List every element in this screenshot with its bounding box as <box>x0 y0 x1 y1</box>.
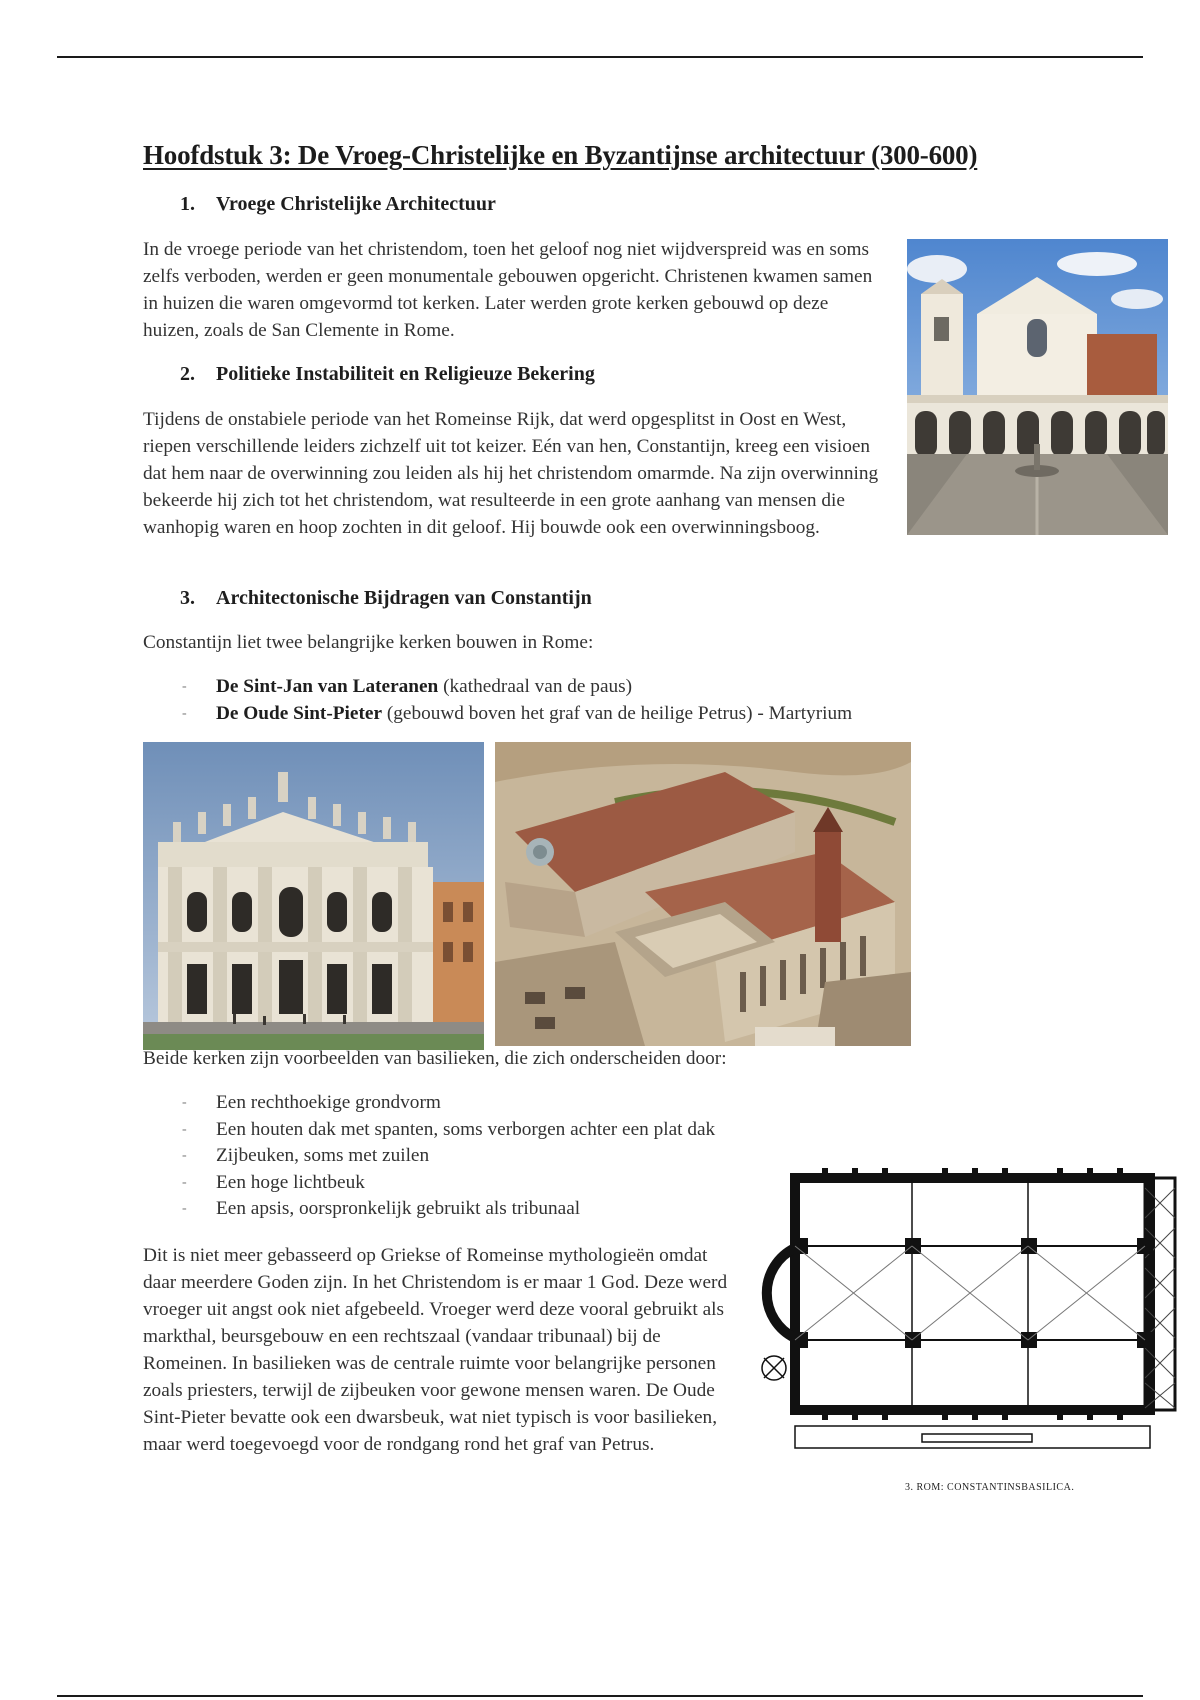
feature-text: Zijbeuken, soms met zuilen <box>216 1145 430 1166</box>
list-item: - De Sint-Jan van Lateranen (kathedraal van de paus) <box>182 676 633 697</box>
feature-text: Een houten dak met spanten, soms verborgen achter een plat dak <box>216 1118 716 1140</box>
section-heading-text: Politieke Instabiliteit en Religieuze Bekering <box>216 363 595 385</box>
section-heading-2 <box>180 363 595 386</box>
church-desc: (gebouwd boven het graf van de heilige Petrus) - Martyrium <box>382 702 853 724</box>
list-item: - Zijbeuken, soms met zuilen <box>182 1145 430 1166</box>
list-item: - Een hoge lichtbeuk <box>182 1171 365 1193</box>
list-item: - De Oude Sint-Pieter (gebouwd boven het graf van de heilige Petrus) - Martyrium <box>182 702 853 724</box>
top-rule <box>57 56 1143 58</box>
section-paragraph-1: In de vroege periode van het christendom, toen het geloof nog niet wijdverspreid was en soms zelfs verboden, werden er geen monumentale gebouwen opgericht. Christenen kwamen samen in huizen die waren omgevormd tot kerken. Later werden grote kerken gebouwd op deze huizen, zoals de San Clemente in Rome. <box>143 239 873 341</box>
basilica-floor-plan <box>752 1168 1187 1478</box>
section-paragraph-3: Constantijn liet twee belangrijke kerken bouwen in Rome: <box>143 632 594 653</box>
bottom-rule <box>57 1695 1143 1697</box>
list-item: - Een apsis, oorspronkelijk gebruikt als tribunaal <box>182 1198 581 1219</box>
section-number: 2. <box>180 363 195 385</box>
page-title: Hoofdstuk 3: De Vroeg-Christelijke en Byzantijnse architectuur (300-600) <box>143 140 978 170</box>
old-st-peter-reconstruction <box>495 742 911 1046</box>
section-heading-text: Vroege Christelijke Architectuur <box>216 193 496 215</box>
list-item: - Een houten dak met spanten, soms verborgen achter een plat dak <box>182 1118 716 1140</box>
san-clemente-photo <box>907 239 1168 535</box>
section-heading-3 <box>180 587 592 610</box>
floor-plan-caption: 3. ROM: CONSTANTINSBASILICA. <box>905 1482 1075 1493</box>
basilica-features-list <box>180 1090 715 1223</box>
church-name: De Sint-Jan van Lateranen <box>216 676 439 697</box>
feature-text: Een hoge lichtbeuk <box>216 1171 365 1193</box>
section-heading-text: Architectonische Bijdragen van Constantijn <box>216 587 592 609</box>
churches-list <box>180 674 852 727</box>
section-paragraph-2: Tijdens de onstabiele periode van het Romeinse Rijk, dat werd opgesplitst in Oost en West, riepen verschillende leiders zichzelf uit tot keizer. Eén van hen, Constantijn, kreeg een visioen dat hem naar de overwinning zou leiden als hij het christendom omarmde. Na zijn overwinning bekeerde hij zich tot het christendom, wat resulteerde in een grote aanhang van mensen die wanhopig waren en hoop zochten in dit geloof. Hij bouwde ook een overwinningsboog. <box>143 409 879 538</box>
church-desc: (kathedraal van de paus) <box>438 676 633 697</box>
section-heading-1 <box>180 193 496 216</box>
lateran-basilica-photo <box>143 742 484 1050</box>
section-number: 1. <box>180 193 195 215</box>
section-number: 3. <box>180 587 195 609</box>
feature-text: Een rechthoekige grondvorm <box>216 1092 441 1113</box>
church-name: De Oude Sint-Pieter <box>216 702 382 724</box>
feature-text: Een apsis, oorspronkelijk gebruikt als tribunaal <box>216 1198 581 1219</box>
list-item: - Een rechthoekige grondvorm <box>182 1092 441 1113</box>
basilica-intro: Beide kerken zijn voorbeelden van basilieken, die zich onderscheiden door: <box>143 1048 727 1069</box>
closing-paragraph: Dit is niet meer gebasseerd op Griekse of Romeinse mythologieën omdat daar meerdere Goden zijn. In het Christendom is er maar 1 God. Deze werd vroeger uit angst ook niet afgebeeld. Vroeger werd deze vooral gebruikt als markthal, beursgebouw en een rechtszaal (vandaar tribunaal) bij de Romeinen. In basilieken was de centrale ruimte voor belangrijke personen zoals priesters, terwijl de zijbeuken voor gewone mensen waren. De Oude Sint-Pieter bevatte ook een dwarsbeuk, wat niet typisch is voor basilieken, maar werd toegevoegd voor de rondgang rond het graf van Petrus. <box>143 1245 728 1455</box>
